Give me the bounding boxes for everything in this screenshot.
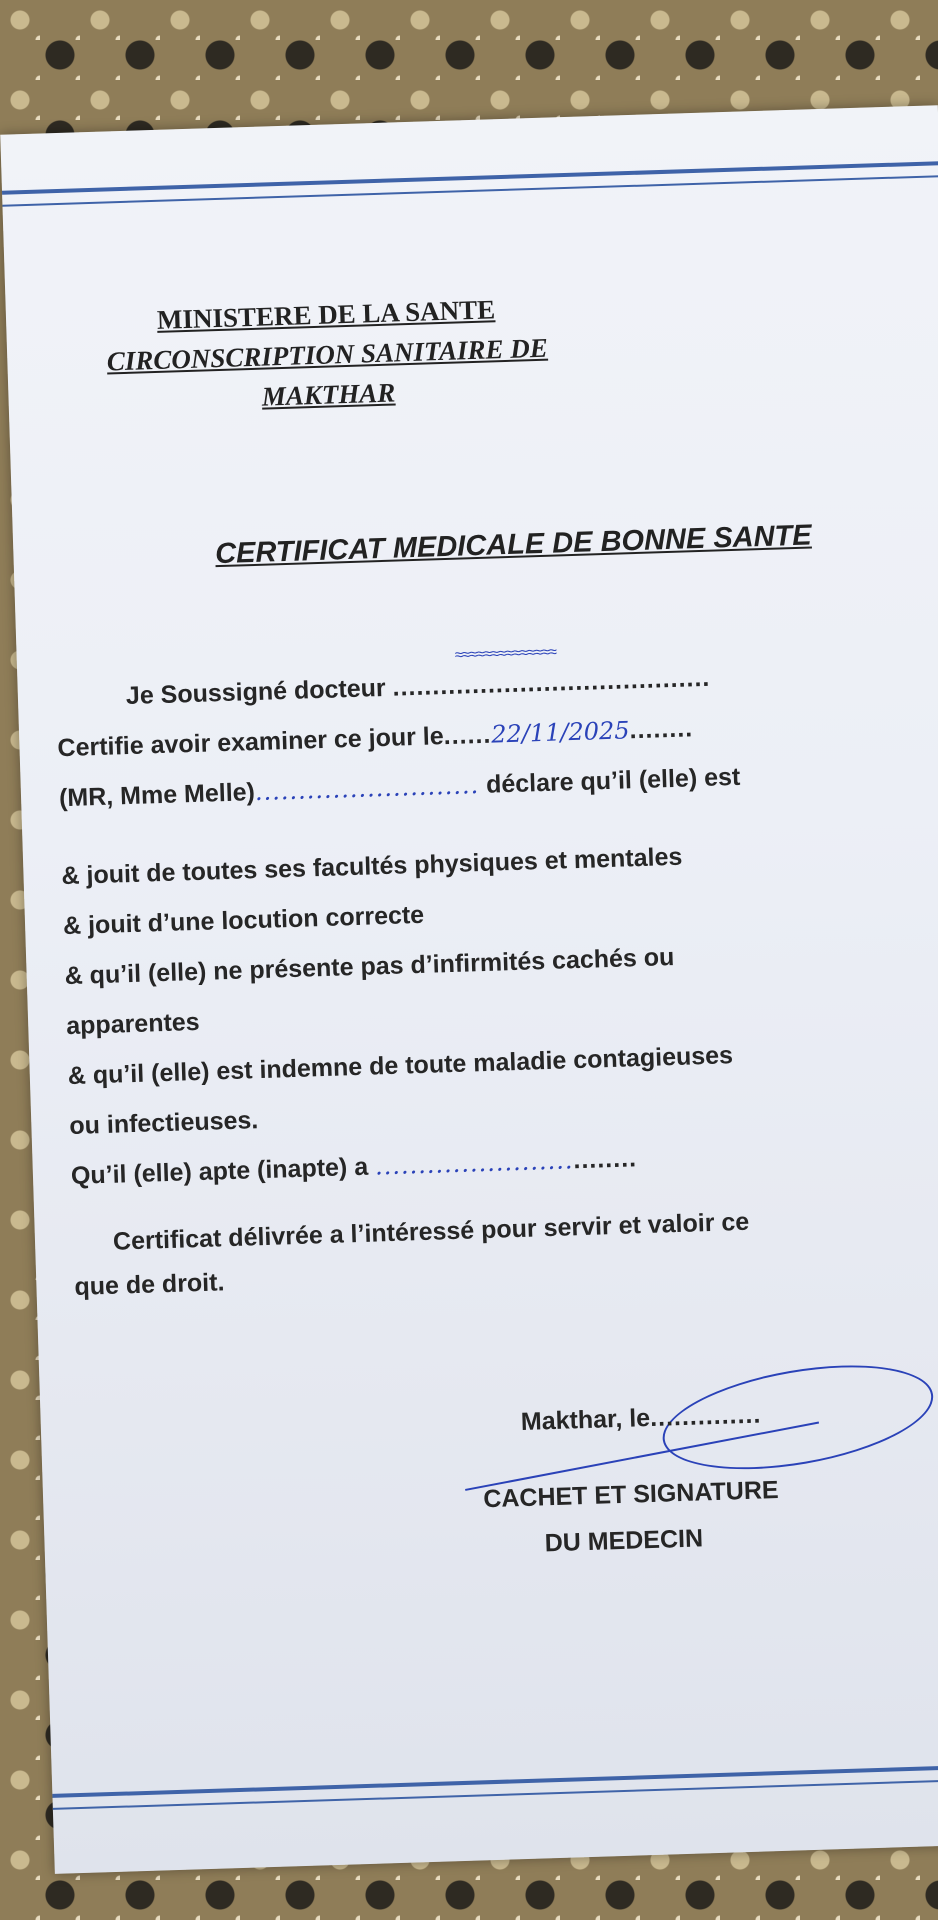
place-label: Makthar, le	[520, 1403, 651, 1437]
exam-date-handwritten: 22/11/2025	[490, 716, 630, 749]
medecin-label: DU MEDECIN	[544, 1524, 704, 1558]
header-ministry: MINISTERE DE LA SANTE	[156, 294, 496, 335]
doctor-stamp-icon: ≈≈≈≈≈≈≈≈≈≈≈≈≈≈	[454, 643, 557, 664]
doctor-dots: ........................................	[392, 663, 711, 702]
aptitude-handwritten: .......................	[374, 1146, 574, 1181]
item-infirmities-cont: apparentes	[65, 1007, 201, 1041]
patient-label: (MR, Mme Melle)	[58, 778, 256, 813]
header-circonscription: CIRCONSCRIPTION SANITAIRE DE	[106, 332, 549, 377]
item-locution: & jouit d’une locution correcte	[62, 900, 425, 941]
aptitude-line: Qu’il (elle) apte (inapte) a ...............................	[70, 1144, 638, 1191]
closing-line-2: que de droit.	[74, 1268, 225, 1301]
item-disease-cont: ou infectieuses.	[68, 1106, 259, 1141]
declaration-label: déclare qu’il (elle) est	[485, 762, 741, 799]
item-disease: & qu’il (elle) est indemne de toute maladie contagieuses	[67, 1041, 734, 1091]
header-city: MAKTHAR	[261, 377, 396, 412]
closing-line-1: Certificat délivrée a l’intéressé pour servir et valoir ce	[112, 1207, 750, 1256]
signature-block	[480, 1386, 938, 1568]
exam-date-label: Certifie avoir examiner ce jour le	[57, 722, 445, 763]
exam-date-line: Certifie avoir examiner ce jour le......22/11/2025........	[57, 714, 694, 763]
item-faculties: & jouit de toutes ses facultés physiques et mentales	[61, 842, 683, 891]
cachet-label: CACHET ET SIGNATURE	[482, 1475, 779, 1514]
certificate-title: CERTIFICAT MEDICALE DE BONNE SANTE	[214, 519, 813, 571]
patient-name-handwritten: ..........................	[254, 771, 480, 807]
doctor-label: Je Soussigné docteur	[125, 673, 387, 711]
closing-statement	[72, 1194, 934, 1309]
certificate-paper	[0, 105, 938, 1874]
item-infirmities: & qu’il (elle) ne présente pas d’infirmités cachés ou	[64, 942, 675, 991]
bottom-blue-rule	[52, 1764, 938, 1809]
ministry-header	[66, 286, 590, 422]
place-date-line: Makthar, le..............	[480, 1386, 938, 1446]
certificate-body	[55, 643, 935, 1309]
aptitude-label: Qu’il (elle) apte (inapte) a	[70, 1152, 369, 1191]
top-blue-rule	[2, 161, 938, 206]
